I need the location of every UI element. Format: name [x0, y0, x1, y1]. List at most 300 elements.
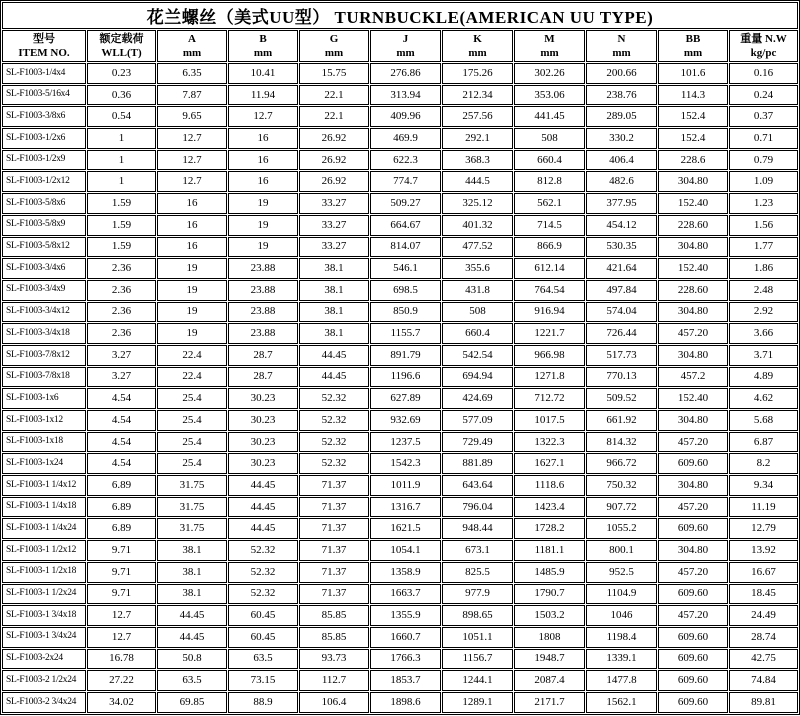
value-cell: 2.48 [729, 280, 798, 301]
value-cell: 0.16 [729, 63, 798, 84]
value-cell: 542.54 [442, 345, 513, 366]
value-cell: 660.4 [514, 150, 585, 171]
value-cell: 1485.9 [514, 562, 585, 583]
value-cell: 1104.9 [586, 584, 657, 605]
value-cell: 1051.1 [442, 627, 513, 648]
value-cell: 441.45 [514, 106, 585, 127]
value-cell: 932.69 [370, 410, 441, 431]
value-cell: 0.54 [87, 106, 156, 127]
value-cell: 12.7 [228, 106, 298, 127]
value-cell: 1.56 [729, 215, 798, 236]
value-cell: 509.52 [586, 388, 657, 409]
item-no-cell: SL-F1003-3/8x6 [2, 106, 86, 127]
value-cell: 1011.9 [370, 475, 441, 496]
value-cell: 16.67 [729, 562, 798, 583]
value-cell: 660.4 [442, 323, 513, 344]
table-row [2, 63, 798, 84]
value-cell: 0.37 [729, 106, 798, 127]
item-no-cell: SL-F1003-1x24 [2, 453, 86, 474]
col-header-weight: 重量 N.W kg/pc [729, 30, 798, 62]
value-cell: 1.23 [729, 193, 798, 214]
value-cell: 85.85 [299, 627, 369, 648]
value-cell: 609.60 [658, 670, 728, 691]
value-cell: 1271.8 [514, 367, 585, 388]
value-cell: 457.20 [658, 323, 728, 344]
table-row [2, 258, 798, 279]
value-cell: 1562.1 [586, 692, 657, 713]
value-cell: 368.3 [442, 150, 513, 171]
table-row [2, 171, 798, 192]
value-cell: 304.80 [658, 345, 728, 366]
value-cell: 30.23 [228, 410, 298, 431]
value-cell: 477.52 [442, 237, 513, 258]
page-title: 花兰螺丝（美式UU型） TURNBUCKLE(AMERICAN UU TYPE) [2, 2, 798, 29]
value-cell: 63.5 [157, 670, 227, 691]
value-cell: 2.36 [87, 280, 156, 301]
item-no-cell: SL-F1003-3/4x9 [2, 280, 86, 301]
value-cell: 850.9 [370, 302, 441, 323]
value-cell: 257.56 [442, 106, 513, 127]
value-cell: 228.60 [658, 215, 728, 236]
value-cell: 19 [228, 237, 298, 258]
value-cell: 508 [514, 128, 585, 149]
value-cell: 114.3 [658, 85, 728, 106]
value-cell: 3.66 [729, 323, 798, 344]
value-cell: 457.20 [658, 605, 728, 626]
value-cell: 93.73 [299, 649, 369, 670]
value-cell: 200.66 [586, 63, 657, 84]
value-cell: 3.71 [729, 345, 798, 366]
value-cell: 38.1 [299, 323, 369, 344]
value-cell: 44.45 [228, 518, 298, 539]
value-cell: 89.81 [729, 692, 798, 713]
table-row [2, 150, 798, 171]
value-cell: 18.45 [729, 584, 798, 605]
value-cell: 4.62 [729, 388, 798, 409]
value-cell: 71.37 [299, 540, 369, 561]
value-cell: 152.40 [658, 193, 728, 214]
col-header-k: K mm [442, 30, 513, 62]
table-row [2, 692, 798, 713]
value-cell: 712.72 [514, 388, 585, 409]
value-cell: 546.1 [370, 258, 441, 279]
value-cell: 69.85 [157, 692, 227, 713]
value-cell: 891.79 [370, 345, 441, 366]
value-cell: 228.60 [658, 280, 728, 301]
value-cell: 1055.2 [586, 518, 657, 539]
value-cell: 52.32 [299, 453, 369, 474]
value-cell: 750.32 [586, 475, 657, 496]
value-cell: 3.27 [87, 367, 156, 388]
value-cell: 661.92 [586, 410, 657, 431]
value-cell: 796.04 [442, 497, 513, 518]
value-cell: 38.1 [299, 302, 369, 323]
value-cell: 38.1 [157, 584, 227, 605]
value-cell: 71.37 [299, 562, 369, 583]
value-cell: 33.27 [299, 237, 369, 258]
value-cell: 1155.7 [370, 323, 441, 344]
item-no-cell: SL-F1003-1 1/2x24 [2, 584, 86, 605]
value-cell: 1 [87, 150, 156, 171]
value-cell: 1.09 [729, 171, 798, 192]
value-cell: 916.94 [514, 302, 585, 323]
col-header-b: B mm [228, 30, 298, 62]
value-cell: 2.36 [87, 258, 156, 279]
value-cell: 31.75 [157, 475, 227, 496]
value-cell: 812.8 [514, 171, 585, 192]
value-cell: 152.40 [658, 388, 728, 409]
value-cell: 9.71 [87, 562, 156, 583]
table-row [2, 193, 798, 214]
value-cell: 30.23 [228, 388, 298, 409]
value-cell: 0.23 [87, 63, 156, 84]
value-cell: 1322.3 [514, 432, 585, 453]
value-cell: 44.45 [228, 497, 298, 518]
value-cell: 22.4 [157, 367, 227, 388]
value-cell: 71.37 [299, 584, 369, 605]
value-cell: 1.59 [87, 237, 156, 258]
value-cell: 44.45 [228, 475, 298, 496]
value-cell: 71.37 [299, 518, 369, 539]
value-cell: 1728.2 [514, 518, 585, 539]
value-cell: 2.36 [87, 302, 156, 323]
item-no-cell: SL-F1003-5/8x9 [2, 215, 86, 236]
table-row [2, 215, 798, 236]
value-cell: 152.40 [658, 258, 728, 279]
value-cell: 38.1 [299, 258, 369, 279]
value-cell: 4.89 [729, 367, 798, 388]
value-cell: 16 [228, 171, 298, 192]
value-cell: 25.4 [157, 388, 227, 409]
value-cell: 800.1 [586, 540, 657, 561]
table-row [2, 540, 798, 561]
value-cell: 12.7 [87, 627, 156, 648]
value-cell: 574.04 [586, 302, 657, 323]
value-cell: 22.1 [299, 85, 369, 106]
value-cell: 10.41 [228, 63, 298, 84]
value-cell: 60.45 [228, 627, 298, 648]
value-cell: 304.80 [658, 237, 728, 258]
table-row [2, 649, 798, 670]
value-cell: 88.9 [228, 692, 298, 713]
value-cell: 13.92 [729, 540, 798, 561]
value-cell: 25.4 [157, 453, 227, 474]
value-cell: 457.20 [658, 562, 728, 583]
value-cell: 24.49 [729, 605, 798, 626]
value-cell: 228.6 [658, 150, 728, 171]
value-cell: 23.88 [228, 323, 298, 344]
value-cell: 85.85 [299, 605, 369, 626]
value-cell: 8.2 [729, 453, 798, 474]
col-header-g: G mm [299, 30, 369, 62]
value-cell: 101.6 [658, 63, 728, 84]
item-no-cell: SL-F1003-2x24 [2, 649, 86, 670]
value-cell: 38.1 [157, 562, 227, 583]
item-no-cell: SL-F1003-1 1/4x18 [2, 497, 86, 518]
value-cell: 4.54 [87, 453, 156, 474]
value-cell: 508 [442, 302, 513, 323]
value-cell: 1621.5 [370, 518, 441, 539]
item-no-cell: SL-F1003-3/4x12 [2, 302, 86, 323]
value-cell: 1 [87, 171, 156, 192]
value-cell: 12.7 [87, 605, 156, 626]
value-cell: 0.71 [729, 128, 798, 149]
value-cell: 1766.3 [370, 649, 441, 670]
value-cell: 44.45 [299, 345, 369, 366]
table-row [2, 388, 798, 409]
value-cell: 881.89 [442, 453, 513, 474]
value-cell: 409.96 [370, 106, 441, 127]
value-cell: 26.92 [299, 171, 369, 192]
value-cell: 38.1 [157, 540, 227, 561]
table-row [2, 302, 798, 323]
value-cell: 698.5 [370, 280, 441, 301]
value-cell: 825.5 [442, 562, 513, 583]
item-no-cell: SL-F1003-1/4x4 [2, 63, 86, 84]
value-cell: 1221.7 [514, 323, 585, 344]
value-cell: 1.77 [729, 237, 798, 258]
value-cell: 73.15 [228, 670, 298, 691]
value-cell: 1355.9 [370, 605, 441, 626]
value-cell: 16 [157, 193, 227, 214]
value-cell: 12.7 [157, 128, 227, 149]
value-cell: 1339.1 [586, 649, 657, 670]
value-cell: 6.89 [87, 475, 156, 496]
table-row [2, 85, 798, 106]
value-cell: 406.4 [586, 150, 657, 171]
value-cell: 9.71 [87, 584, 156, 605]
col-header-bb: BB mm [658, 30, 728, 62]
value-cell: 609.60 [658, 692, 728, 713]
item-no-cell: SL-F1003-3/4x6 [2, 258, 86, 279]
value-cell: 22.1 [299, 106, 369, 127]
value-cell: 71.37 [299, 475, 369, 496]
value-cell: 9.34 [729, 475, 798, 496]
value-cell: 31.75 [157, 518, 227, 539]
value-cell: 444.5 [442, 171, 513, 192]
table-row [2, 345, 798, 366]
item-no-cell: SL-F1003-5/8x12 [2, 237, 86, 258]
value-cell: 1198.4 [586, 627, 657, 648]
value-cell: 4.54 [87, 410, 156, 431]
value-cell: 1237.5 [370, 432, 441, 453]
value-cell: 6.89 [87, 518, 156, 539]
value-cell: 1244.1 [442, 670, 513, 691]
item-no-cell: SL-F1003-2 1/2x24 [2, 670, 86, 691]
value-cell: 517.73 [586, 345, 657, 366]
value-cell: 509.27 [370, 193, 441, 214]
item-no-cell: SL-F1003-3/4x18 [2, 323, 86, 344]
value-cell: 355.6 [442, 258, 513, 279]
table-row [2, 237, 798, 258]
table-body [2, 63, 798, 713]
value-cell: 63.5 [228, 649, 298, 670]
value-cell: 1.59 [87, 215, 156, 236]
value-cell: 609.60 [658, 584, 728, 605]
value-cell: 26.92 [299, 128, 369, 149]
value-cell: 52.32 [228, 584, 298, 605]
value-cell: 50.8 [157, 649, 227, 670]
value-cell: 353.06 [514, 85, 585, 106]
value-cell: 609.60 [658, 627, 728, 648]
value-cell: 330.2 [586, 128, 657, 149]
item-no-cell: SL-F1003-1/2x12 [2, 171, 86, 192]
value-cell: 23.88 [228, 302, 298, 323]
value-cell: 9.65 [157, 106, 227, 127]
value-cell: 952.5 [586, 562, 657, 583]
value-cell: 52.32 [299, 388, 369, 409]
value-cell: 71.37 [299, 497, 369, 518]
value-cell: 152.4 [658, 106, 728, 127]
value-cell: 401.32 [442, 215, 513, 236]
value-cell: 627.89 [370, 388, 441, 409]
table-row [2, 584, 798, 605]
value-cell: 948.44 [442, 518, 513, 539]
item-no-cell: SL-F1003-1 3/4x24 [2, 627, 86, 648]
value-cell: 30.23 [228, 432, 298, 453]
table-row [2, 432, 798, 453]
table-row [2, 518, 798, 539]
value-cell: 469.9 [370, 128, 441, 149]
value-cell: 977.9 [442, 584, 513, 605]
value-cell: 292.1 [442, 128, 513, 149]
value-cell: 42.75 [729, 649, 798, 670]
value-cell: 1118.6 [514, 475, 585, 496]
value-cell: 11.94 [228, 85, 298, 106]
value-cell: 1503.2 [514, 605, 585, 626]
item-no-cell: SL-F1003-1 1/2x12 [2, 540, 86, 561]
value-cell: 6.87 [729, 432, 798, 453]
value-cell: 33.27 [299, 193, 369, 214]
value-cell: 15.75 [299, 63, 369, 84]
value-cell: 774.7 [370, 171, 441, 192]
value-cell: 7.87 [157, 85, 227, 106]
value-cell: 304.80 [658, 171, 728, 192]
value-cell: 457.20 [658, 432, 728, 453]
value-cell: 19 [157, 302, 227, 323]
value-cell: 16 [228, 128, 298, 149]
value-cell: 289.05 [586, 106, 657, 127]
value-cell: 0.79 [729, 150, 798, 171]
value-cell: 16.78 [87, 649, 156, 670]
value-cell: 19 [228, 215, 298, 236]
value-cell: 1196.6 [370, 367, 441, 388]
value-cell: 898.65 [442, 605, 513, 626]
value-cell: 577.09 [442, 410, 513, 431]
table-row [2, 323, 798, 344]
value-cell: 609.60 [658, 518, 728, 539]
table-row [2, 562, 798, 583]
value-cell: 19 [157, 280, 227, 301]
value-cell: 12.79 [729, 518, 798, 539]
table-row [2, 106, 798, 127]
value-cell: 175.26 [442, 63, 513, 84]
value-cell: 33.27 [299, 215, 369, 236]
item-no-cell: SL-F1003-7/8x18 [2, 367, 86, 388]
header-row [2, 30, 798, 62]
value-cell: 313.94 [370, 85, 441, 106]
value-cell: 1.59 [87, 193, 156, 214]
value-cell: 1663.7 [370, 584, 441, 605]
value-cell: 60.45 [228, 605, 298, 626]
value-cell: 457.20 [658, 497, 728, 518]
value-cell: 52.32 [228, 540, 298, 561]
value-cell: 19 [157, 323, 227, 344]
table-row [2, 410, 798, 431]
value-cell: 25.4 [157, 410, 227, 431]
value-cell: 1477.8 [586, 670, 657, 691]
value-cell: 44.45 [299, 367, 369, 388]
value-cell: 23.88 [228, 258, 298, 279]
value-cell: 23.88 [228, 280, 298, 301]
value-cell: 22.4 [157, 345, 227, 366]
value-cell: 16 [228, 150, 298, 171]
value-cell: 424.69 [442, 388, 513, 409]
value-cell: 421.64 [586, 258, 657, 279]
value-cell: 1 [87, 128, 156, 149]
value-cell: 302.26 [514, 63, 585, 84]
value-cell: 1046 [586, 605, 657, 626]
value-cell: 664.67 [370, 215, 441, 236]
value-cell: 1790.7 [514, 584, 585, 605]
value-cell: 9.71 [87, 540, 156, 561]
value-cell: 643.64 [442, 475, 513, 496]
value-cell: 482.6 [586, 171, 657, 192]
table-row [2, 367, 798, 388]
value-cell: 34.02 [87, 692, 156, 713]
value-cell: 1017.5 [514, 410, 585, 431]
col-header-a: A mm [157, 30, 227, 62]
item-no-cell: SL-F1003-7/8x12 [2, 345, 86, 366]
table-row [2, 128, 798, 149]
item-no-cell: SL-F1003-1x12 [2, 410, 86, 431]
item-no-cell: SL-F1003-1 3/4x18 [2, 605, 86, 626]
value-cell: 1358.9 [370, 562, 441, 583]
value-cell: 19 [157, 258, 227, 279]
value-cell: 814.32 [586, 432, 657, 453]
value-cell: 12.7 [157, 171, 227, 192]
value-cell: 5.68 [729, 410, 798, 431]
value-cell: 6.35 [157, 63, 227, 84]
value-cell: 112.7 [299, 670, 369, 691]
item-no-cell: SL-F1003-5/16x4 [2, 85, 86, 106]
value-cell: 28.7 [228, 345, 298, 366]
value-cell: 726.44 [586, 323, 657, 344]
item-no-cell: SL-F1003-1x6 [2, 388, 86, 409]
value-cell: 52.32 [228, 562, 298, 583]
col-header-item-no: 型号 ITEM NO. [2, 30, 86, 62]
item-no-cell: SL-F1003-1 1/4x24 [2, 518, 86, 539]
value-cell: 1423.4 [514, 497, 585, 518]
table-row [2, 280, 798, 301]
value-cell: 52.32 [299, 432, 369, 453]
value-cell: 238.76 [586, 85, 657, 106]
value-cell: 4.54 [87, 432, 156, 453]
value-cell: 31.75 [157, 497, 227, 518]
value-cell: 16 [157, 237, 227, 258]
value-cell: 28.74 [729, 627, 798, 648]
item-no-cell: SL-F1003-5/8x6 [2, 193, 86, 214]
value-cell: 30.23 [228, 453, 298, 474]
value-cell: 612.14 [514, 258, 585, 279]
value-cell: 25.4 [157, 432, 227, 453]
value-cell: 814.07 [370, 237, 441, 258]
item-no-cell: SL-F1003-2 3/4x24 [2, 692, 86, 713]
value-cell: 28.7 [228, 367, 298, 388]
value-cell: 431.8 [442, 280, 513, 301]
value-cell: 1054.1 [370, 540, 441, 561]
value-cell: 1316.7 [370, 497, 441, 518]
